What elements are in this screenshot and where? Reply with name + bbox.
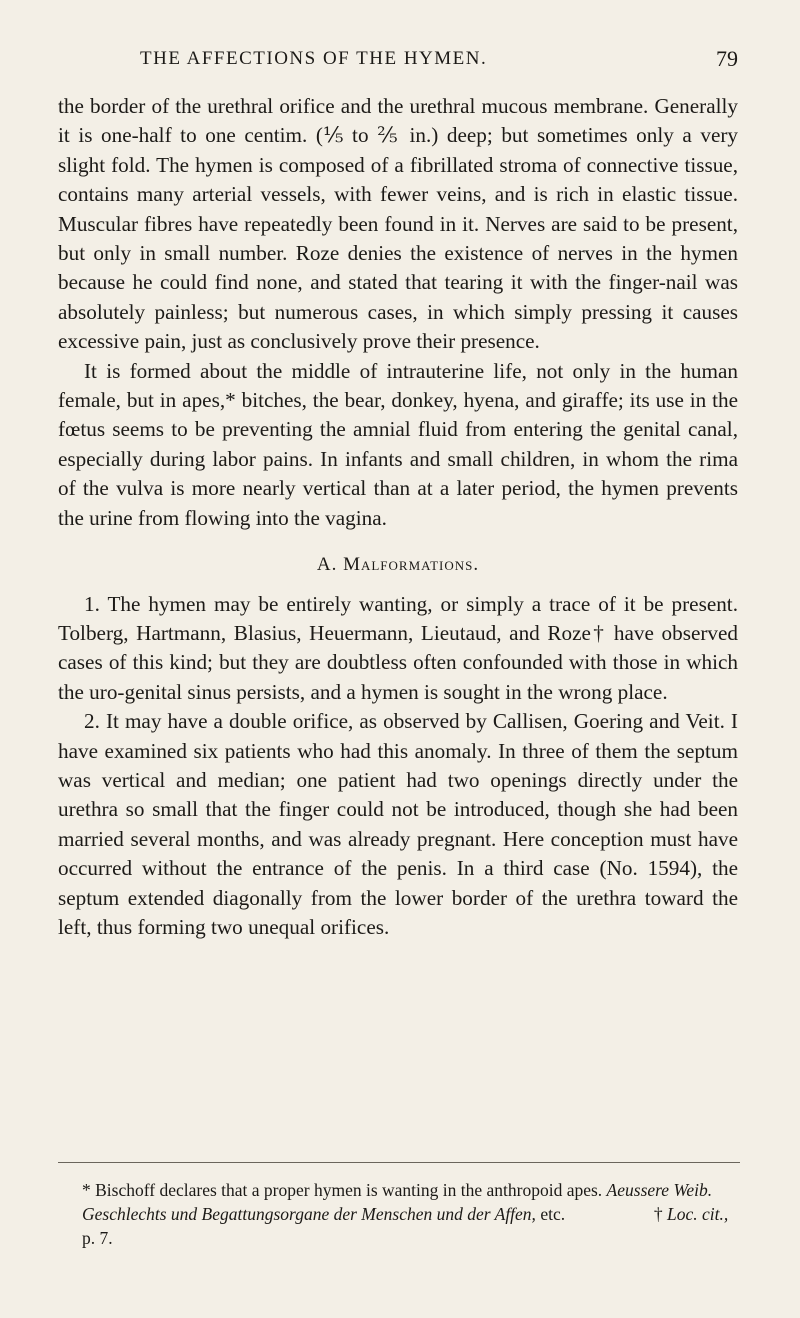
footnote-1-tail: etc. [540, 1204, 566, 1224]
footnote-1-citation: Aeussere Weib. Geschlechts und Begattungsorgane der Menschen und der Affen, [82, 1180, 713, 1224]
footnote-1 [58, 1178, 740, 1250]
page-number: 79 [716, 46, 738, 71]
running-head: THE AFFECTIONS OF THE HYMEN. [140, 48, 488, 69]
footnote-1-text: * Bischoff declares that a proper hymen is wanting in the anthropoid apes. [82, 1180, 603, 1200]
body-text [58, 92, 738, 942]
paragraph-4: 2. It may have a double orifice, as observed by Callisen, Goering and Veit. I have examined six patients who had this anomaly. In three of them the septum was vertical and median; one patient had two openings directly under the urethra so small that the finger could not be introduced, though she had been married several months, and was already pregnant. Here conception must have occurred without the entrance of the penis. In a third case (No. 1594), the septum extended diagonally from the lower border of the urethra toward the left, thus forming two unequal orifices. [58, 709, 738, 939]
footnote-divider [58, 1162, 740, 1163]
footnote-2-citation: Loc. cit., [666, 1204, 729, 1224]
footnote-2-mark: † [653, 1204, 663, 1224]
section-heading: A. Malformations. [316, 554, 480, 576]
footnotes [58, 1178, 740, 1250]
paragraph-1: the border of the urethral orifice and the urethral mucous membrane. Generally it is one-half to one centim. (⅕ to ⅖ in.) deep; but sometimes only a very slight fold. The hymen is composed of a fibrillated stroma of connective tissue, contains many arterial vessels, with fewer veins, and is rich in elastic tissue. Muscular fibres have repeatedly been found in it. Nerves are said to be present, but only in small number. Roze denies the existence of nerves in the hymen because he could find none, and stated that tearing it with the finger-nail was absolutely painless; but numerous cases, in which simply pressing it causes excessive pain, just as conclusively prove their presence. [58, 94, 738, 354]
paragraph-2: It is formed about the middle of intrauterine life, not only in the human female, but in apes,* bitches, the bear, donkey, hyena, and giraffe; its use in the fœtus seems to be preventing the amnial fluid from entering the genital canal, especially during labor pains. In infants and small children, in whom the rima of the vulva is more nearly vertical than at a later period, the hymen prevents the urine from flowing into the vagina. [58, 358, 738, 530]
footnote-2-tail: p. 7. [82, 1228, 113, 1248]
paragraph-3: 1. The hymen may be entirely wanting, or simply a trace of it be present. Tolberg, Hartmann, Blasius, Heuermann, Lieutaud, and Roze† have observed cases of this kind; but they are doubtless often confounded with those in which the uro-genital sinus persists, and a hymen is sought in the wrong place. [58, 591, 738, 704]
